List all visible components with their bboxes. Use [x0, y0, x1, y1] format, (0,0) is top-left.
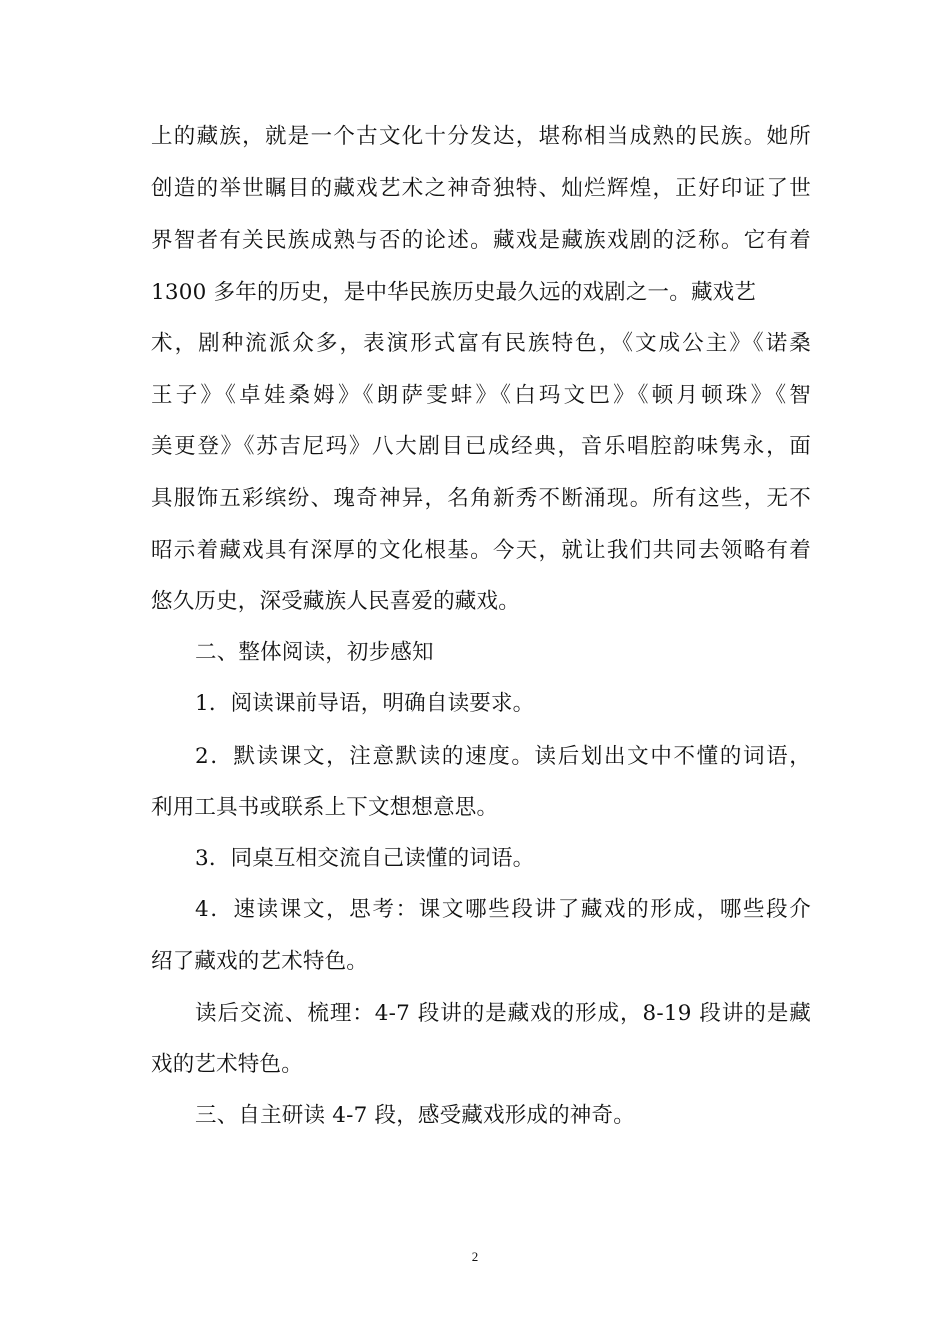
- body-text-line: 创造的举世瞩目的藏戏艺术之神奇独特、灿烂辉煌，正好印证了世: [151, 176, 811, 201]
- body-text-line: 悠久历史，深受藏族人民喜爱的藏戏。: [151, 589, 520, 614]
- list-item-2: 2．默读课文，注意默读的速度。读后划出文中不懂的词语，: [195, 744, 811, 769]
- body-text-line: 界智者有关民族成熟与否的论述。藏戏是藏族戏剧的泛称。它有着: [151, 228, 811, 253]
- list-item-2-continued: 利用工具书或联系上下文想想意思。: [151, 795, 499, 820]
- body-text-line: 昭示着藏戏具有深厚的文化根基。今天，就让我们共同去领略有着: [151, 538, 811, 563]
- list-item-1: 1．阅读课前导语，明确自读要求。: [195, 691, 535, 716]
- section-heading: 二、整体阅读，初步感知: [195, 640, 434, 665]
- section-heading: 三、自主研读 4-7 段，感受藏戏形成的神奇。: [195, 1103, 635, 1128]
- summary-line-continued: 戏的艺术特色。: [151, 1052, 303, 1077]
- body-text-line: 上的藏族，就是一个古文化十分发达，堪称相当成熟的民族。她所: [151, 124, 811, 149]
- list-item-4-continued: 绍了藏戏的艺术特色。: [151, 949, 369, 974]
- body-text-line: 1300 多年的历史，是中华民族历史最久远的戏剧之一。藏戏艺: [151, 280, 757, 305]
- summary-line: 读后交流、梳理：4-7 段讲的是藏戏的形成，8-19 段讲的是藏: [195, 1001, 811, 1026]
- list-item-3: 3．同桌互相交流自己读懂的词语。: [195, 846, 535, 871]
- body-text-line: 王子》《卓娃桑姆》《朗萨雯蚌》《白玛文巴》《顿月顿珠》《智: [151, 383, 811, 408]
- list-item-4: 4．速读课文，思考：课文哪些段讲了藏戏的形成，哪些段介: [195, 897, 811, 922]
- body-text-line: 美更登》《苏吉尼玛》八大剧目已成经典，音乐唱腔韵味隽永，面: [151, 434, 811, 459]
- body-text-line: 具服饰五彩缤纷、瑰奇神异，名角新秀不断涌现。所有这些，无不: [151, 486, 811, 511]
- page-number: 2: [471, 1249, 479, 1264]
- body-text-line: 术，剧种流派众多，表演形式富有民族特色，《文成公主》《诺桑: [151, 331, 811, 356]
